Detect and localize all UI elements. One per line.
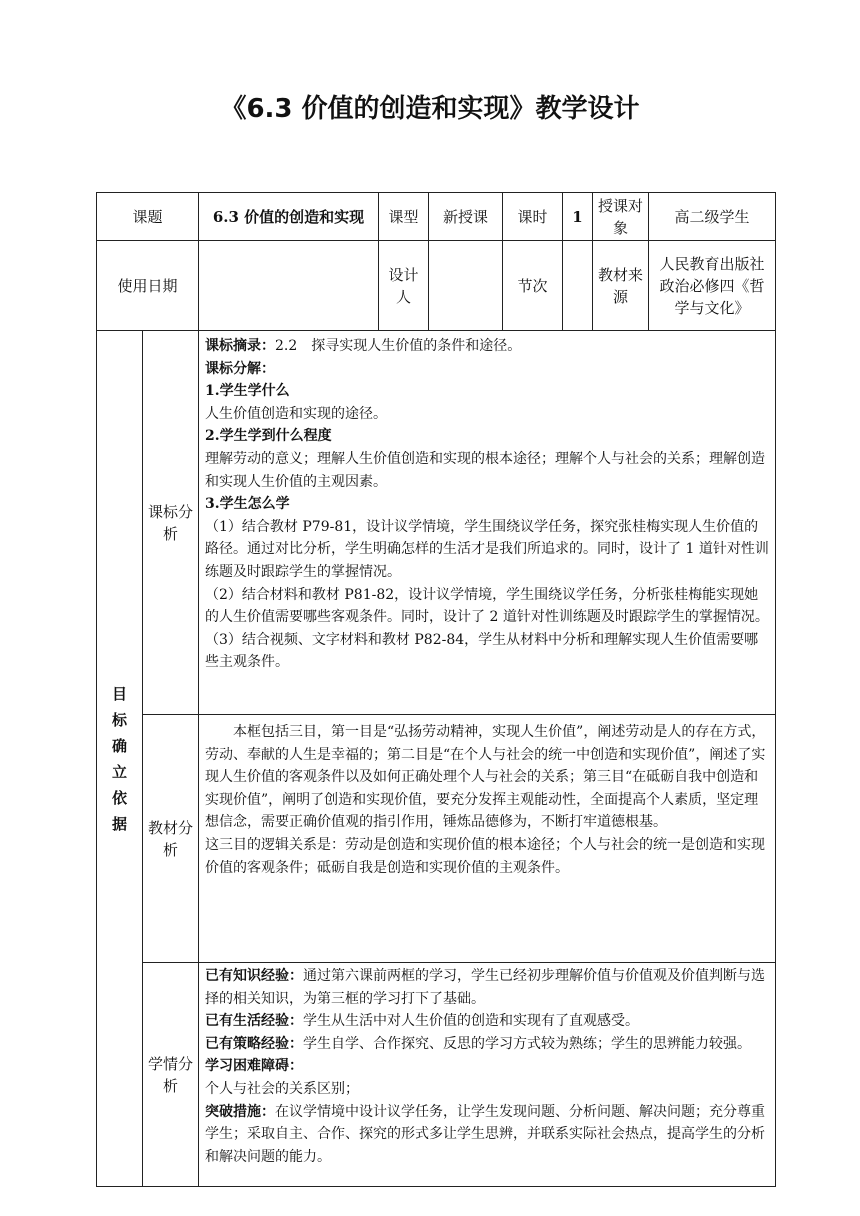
lesson-design-table [96,192,776,1187]
audience-label: 授课对象 [593,193,649,241]
document-title: 《6.3 价值的创造和实现》教学设计 [220,94,640,124]
life-text: 学生从生活中对人生价值的创造和实现有了直观感受。 [303,1013,640,1030]
header-row-1 [97,193,776,241]
difficulty-text: 个人与社会的关系区别； [205,1080,360,1097]
strategy-label: 已有策略经验： [205,1035,304,1052]
q3-item-3: （3）结合视频、文字材料和教材 P82-84，学生从材料中分析和理解实现人生价值需要哪些主观条件。 [205,631,759,671]
source-value: 人民教育出版社政治必修四《哲学与文化》 [649,241,776,331]
section-label: 节次 [503,241,563,331]
designer-value [429,241,503,331]
q3-heading: 3.学生怎么学 [205,496,290,513]
topic-label: 课题 [97,193,199,241]
date-value [199,241,379,331]
side-label-cell [97,331,143,1187]
side-label: 目标确立依据 [111,684,127,833]
q1-text: 人生价值创造和实现的途径。 [205,405,388,422]
q3-item-1: （1）结合教材 P79-81，设计议学情境，学生围绕议学任务，探究张桂梅实现人生价值的路径。通过对比分析，学生明确怎样的生活才是我们所追求的。同时，设计了 1 道针对性训练题及时跟踪学生的掌握情况。 [205,518,769,580]
difficulty-label: 学习困难障碍： [205,1058,304,1075]
period-label: 课时 [503,193,563,241]
period-value: 1 [563,193,593,241]
q2-heading: 2.学生学到什么程度 [205,428,332,445]
date-label: 使用日期 [97,241,199,331]
audience-value: 高二级学生 [649,193,776,241]
strategy-text: 学生自学、合作探究、反思的学习方式较为熟练；学生的思辨能力较强。 [303,1035,752,1052]
topic-value: 6.3 价值的创造和实现 [199,193,379,241]
measure-text: 在议学情境中设计议学任务，让学生发现问题、分析问题、解决问题；充分尊重学生；采取自主、合作、探究的形式多让学生思辨，并联系实际社会热点，提高学生的分析和解决问题的能力。 [205,1103,766,1165]
header-row-2 [97,241,776,331]
curriculum-content [199,331,776,715]
textbook-row [97,715,776,963]
excerpt-label: 课标摘录： [205,338,276,354]
students-content [199,963,776,1187]
students-row [97,963,776,1187]
textbook-para-2: 这三目的逻辑关系是：劳动是创造和实现价值的根本途径；个人与社会的统一是创造和实现价值的客观条件；砥砺自我是创造和实现价值的主观条件。 [205,836,766,876]
section-value [563,241,593,331]
q1-heading: 1.学生学什么 [205,383,290,400]
lesson-type-value: 新授课 [429,193,503,241]
q2-text: 理解劳动的意义；理解人生价值创造和实现的根本途径；理解个人与社会的关系；理解创造和实现人生价值的主观因素。 [205,450,766,490]
excerpt-text: 2.2 探寻实现人生价值的条件和途径。 [275,338,522,354]
textbook-content [199,715,776,963]
source-label: 教材来源 [593,241,649,331]
q3-item-2: （2）结合材料和教材 P81-82，设计议学情境，学生围绕议学任务，分析张桂梅能实现她的人生价值需要哪些客观条件。同时，设计了 2 道针对性训练题及时跟踪学生的掌握情况。 [205,586,769,626]
curriculum-row [97,331,776,715]
designer-label: 设计人 [379,241,429,331]
textbook-label: 教材分析 [143,715,199,963]
students-label: 学情分析 [143,963,199,1187]
life-label: 已有生活经验： [205,1013,304,1030]
lesson-type-label: 课型 [379,193,429,241]
curriculum-label: 课标分析 [143,331,199,715]
textbook-para-1: 本框包括三目，第一目是“弘扬劳动精神，实现人生价值”，阐述劳动是人的存在方式，劳动、奉献的人生是幸福的；第二目是“在个人与社会的统一中创造和实现价值”，阐述了实现人生价值的客观条件以及如何正确处理个人与社会的关系；第三目“在砥砺自我中创造和实现价值”，阐明了创造和实现价值，要充分发挥主观能动性，全面提高个人素质，坚定理想信念，需要正确价值观的指引作用，锤炼品德修为，不断打牢道德根基。 [205,724,766,831]
measure-label: 突破措施： [205,1103,276,1120]
knowledge-text: 通过第六课前两框的学习，学生已经初步理解价值与价值观及价值判断与选择的相关知识，为第三框的学习打下了基础。 [205,968,766,1007]
knowledge-label: 已有知识经验： [205,968,304,984]
analysis-label: 课标分解： [205,360,276,377]
